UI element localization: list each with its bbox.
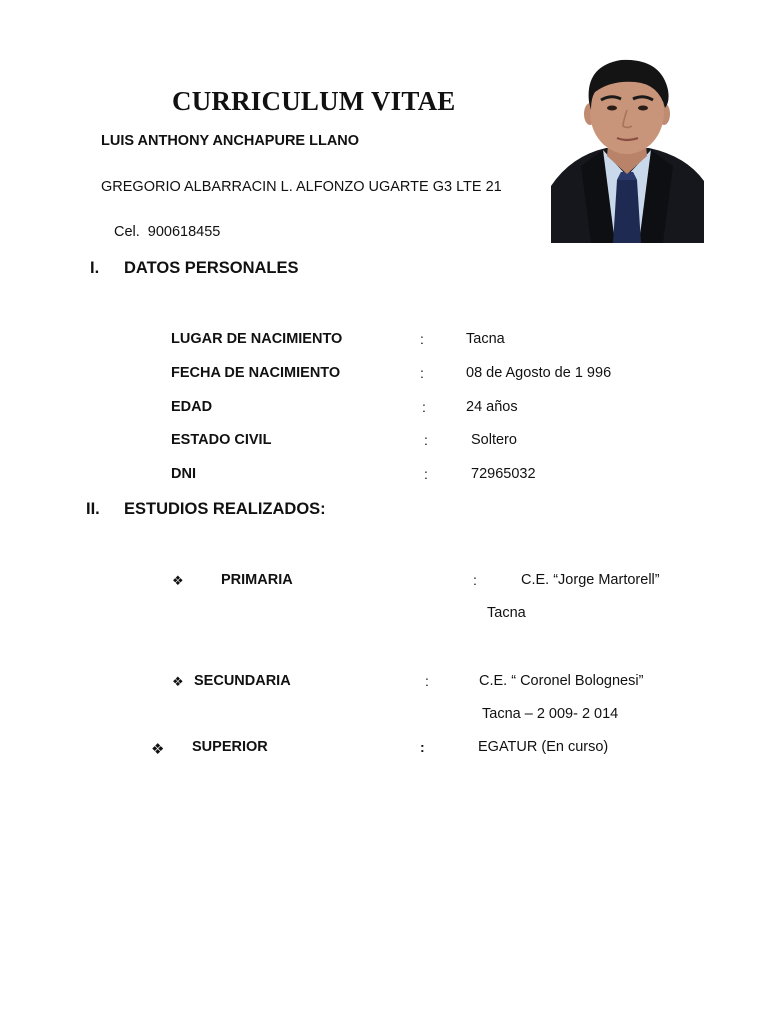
document-title: CURRICULUM VITAE bbox=[172, 86, 456, 116]
personal-label-dni: DNI bbox=[171, 466, 196, 482]
personal-separator: : bbox=[420, 365, 424, 381]
personal-separator: : bbox=[420, 331, 424, 347]
section-number-studies: II. bbox=[86, 500, 100, 518]
phone-label: Cel. bbox=[114, 224, 140, 240]
studies-separator: : bbox=[473, 572, 477, 588]
diamond-bullet-icon: ❖ bbox=[172, 674, 184, 689]
personal-value-civil-status: Soltero bbox=[471, 432, 517, 448]
personal-separator: : bbox=[424, 466, 428, 482]
studies-separator: : bbox=[425, 673, 429, 689]
studies-separator: : bbox=[420, 739, 425, 755]
section-title-studies: ESTUDIOS REALIZADOS: bbox=[124, 500, 326, 518]
personal-value-birthplace: Tacna bbox=[466, 331, 505, 347]
personal-label-age: EDAD bbox=[171, 399, 213, 415]
personal-separator: : bbox=[422, 399, 426, 415]
studies-value-secondary: C.E. “ Coronel Bolognesi” bbox=[479, 673, 644, 689]
personal-value-dni: 72965032 bbox=[471, 466, 536, 482]
profile-photo-image bbox=[551, 56, 704, 243]
studies-label-superior: SUPERIOR bbox=[192, 739, 268, 755]
studies-label-primary: PRIMARIA bbox=[221, 572, 293, 588]
section-number-personal: I. bbox=[90, 259, 100, 277]
phone bbox=[114, 224, 220, 240]
personal-separator: : bbox=[424, 432, 428, 448]
studies-value-primary-city: Tacna bbox=[487, 605, 526, 621]
diamond-bullet-icon: ❖ bbox=[172, 573, 184, 588]
studies-value-primary: C.E. “Jorge Martorell” bbox=[521, 572, 660, 588]
phone-number: 900618455 bbox=[147, 224, 221, 240]
personal-label-birthplace: LUGAR DE NACIMIENTO bbox=[171, 331, 343, 347]
personal-label-civil-status: ESTADO CIVIL bbox=[171, 432, 272, 448]
studies-value-secondary-city-years: Tacna – 2 009- 2 014 bbox=[482, 706, 619, 722]
section-title-personal: DATOS PERSONALES bbox=[124, 259, 299, 277]
studies-value-superior: EGATUR (En curso) bbox=[478, 739, 609, 755]
personal-value-age: 24 años bbox=[466, 399, 518, 415]
diamond-bullet-icon: ❖ bbox=[151, 741, 165, 758]
studies-label-secondary: SECUNDARIA bbox=[194, 673, 291, 689]
personal-label-birthdate: FECHA DE NACIMIENTO bbox=[171, 365, 341, 381]
address: GREGORIO ALBARRACIN L. ALFONZO UGARTE G3 LTE 21 bbox=[101, 179, 502, 195]
full-name: LUIS ANTHONY ANCHAPURE LLANO bbox=[101, 133, 360, 149]
profile-photo bbox=[551, 56, 704, 243]
personal-value-birthdate: 08 de Agosto de 1 996 bbox=[466, 365, 612, 381]
